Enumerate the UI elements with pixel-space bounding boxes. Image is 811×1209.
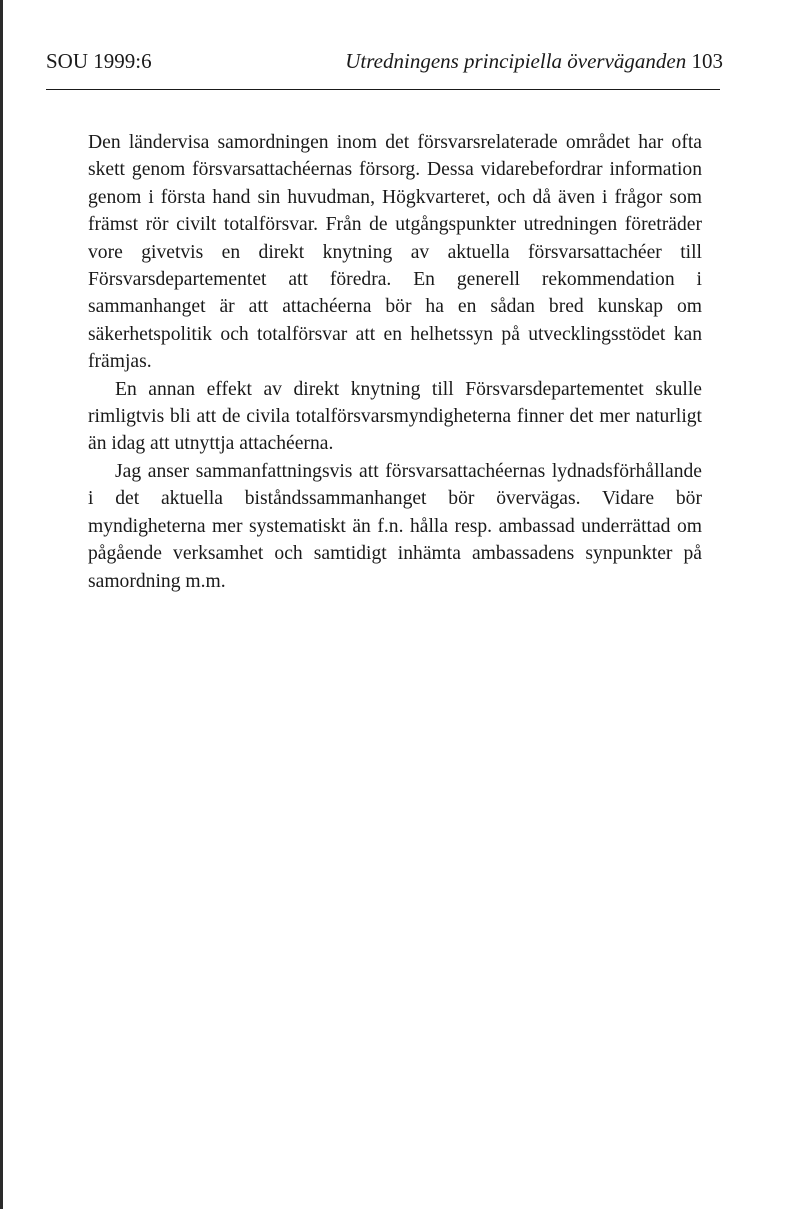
paragraph: Jag anser sammanfattningsvis att försvarsattachéernas lydnadsförhållande i det aktuella biståndssammanhanget bör övervägas. Vidare bör myndigheterna mer systematiskt än f.n. hålla resp. ambassad underrättad om pågående verksamhet och samtidigt inhämta ambassadens synpunkter på samordning m.m.: [88, 460, 702, 592]
paragraph: Den ländervisa samordningen inom det försvarsrelaterade området har ofta skett genom försvarsattachéernas försorg. Dessa vidarebefordrar information genom i första hand sin huvudman, Högkvarteret, och då även i frågor som främst rör civilt totalförsvar. Från de utgångspunkter utredningen företräder vore givetvis en direkt knytning av aktuella försvarsattachéer till Försvarsdepartementet att föredra. En generell rekommendation i sammanhanget är att attachéerna bör ha en sådan bred kunskap om säkerhetspolitik och totalförsvar att en helhetssyn på utvecklingsstödet kan främjas.: [88, 132, 702, 373]
page-number: 103: [691, 49, 723, 73]
body-text: [88, 129, 702, 595]
running-header: [46, 46, 723, 78]
paragraph: En annan effekt av direkt knytning till Försvarsdepartementet skulle rimligtvis bli att de civila totalförsvarsmyndigheterna finner det mer naturligt än idag att utnyttja attachéerna.: [88, 378, 702, 455]
section-title: Utredningens principiella överväganden: [345, 49, 687, 73]
document-reference: SOU 1999:6: [46, 49, 152, 73]
header-right: [345, 46, 723, 76]
page-edge: [0, 0, 3, 1209]
header-rule: [46, 89, 720, 90]
